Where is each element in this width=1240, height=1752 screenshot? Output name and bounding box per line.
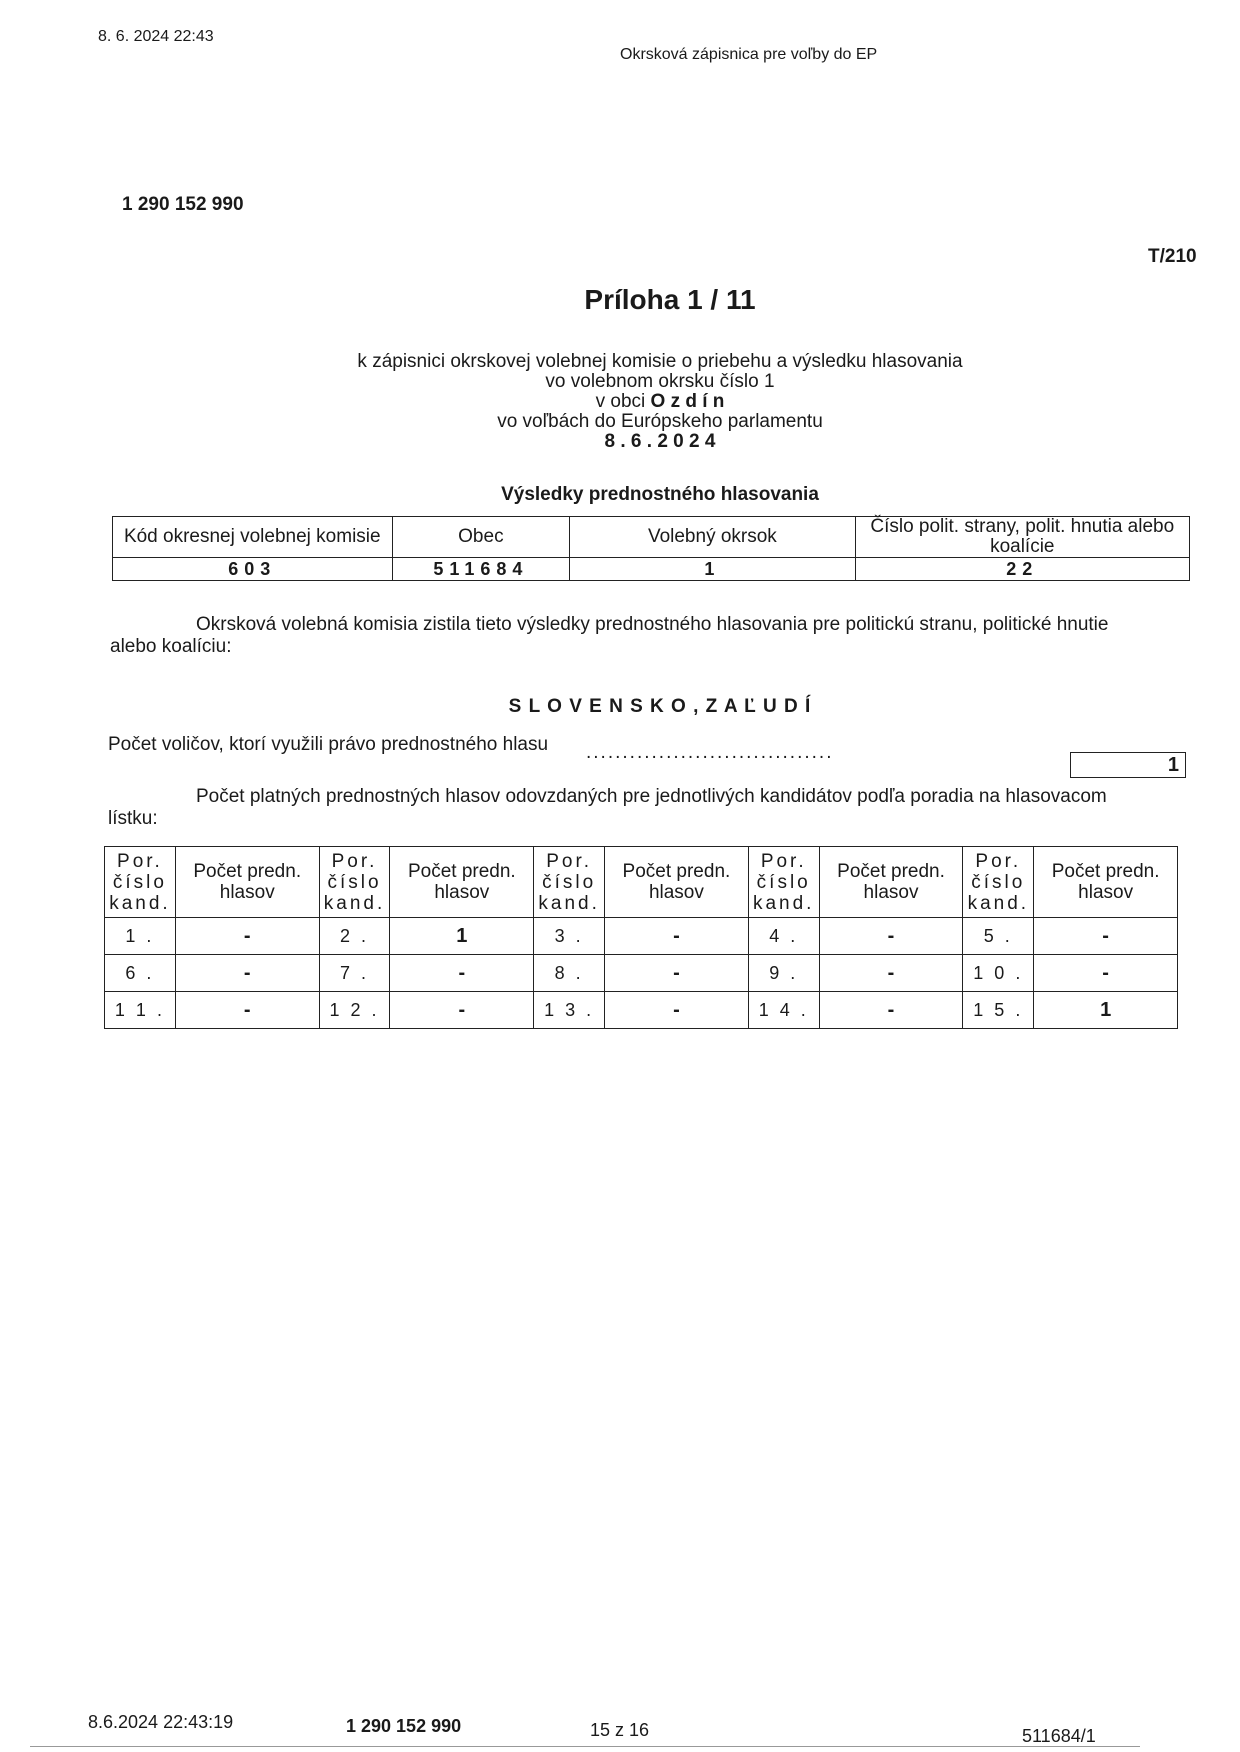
header-preferential-votes: Počet predn. hlasov	[819, 847, 963, 918]
candidate-votes: -	[175, 955, 319, 992]
candidate-votes: -	[390, 955, 534, 992]
candidate-number: 2 .	[319, 918, 390, 955]
candidate-number: 5 .	[963, 918, 1034, 955]
header-preferential-votes: Počet predn. hlasov	[605, 847, 749, 918]
candidate-number: 1 3 .	[534, 992, 605, 1029]
info-header-municipality: Obec	[392, 517, 570, 558]
footer-timestamp: 8.6.2024 22:43:19	[88, 1712, 234, 1732]
footer-code: 511684/1	[1022, 1726, 1096, 1746]
info-value-district: 1	[570, 558, 855, 581]
document-id: 1 290 152 990	[122, 194, 244, 215]
statement-line-2: alebo koalíciu:	[110, 636, 232, 657]
page-title: Príloha 1 / 11	[584, 284, 756, 315]
header-preferential-votes: Počet predn. hlasov	[175, 847, 319, 918]
statement-line-1: Okrsková volebná komisia zistila tieto výsledky prednostného hlasovania pre politickú stranu, politické hnutie	[196, 614, 1109, 635]
voters-dots: ..................................	[586, 742, 834, 763]
intro-line-4: vo voľbách do Európskeho parlamentu	[497, 411, 823, 432]
intro-line-1: k zápisnici okrskovej volebnej komisie o priebehu a výsledku hlasovania	[357, 351, 963, 372]
voters-value: 1	[1070, 752, 1186, 778]
voters-label: Počet voličov, ktorí využili právo prednostného hlasu	[108, 734, 549, 755]
intro-line-3: v obci O z d í n	[595, 391, 725, 412]
candidate-number: 1 1 .	[105, 992, 176, 1029]
candidate-votes: -	[819, 992, 963, 1029]
candidate-votes: -	[175, 918, 319, 955]
candidate-votes: -	[605, 955, 749, 992]
election-date: 8 . 6 . 2 0 2 4	[604, 431, 716, 452]
candidate-number: 1 4 .	[748, 992, 819, 1029]
valid-votes-line-1: Počet platných prednostných hlasov odovzdaných pre jednotlivých kandidátov podľa poradia na hlasovacom	[196, 786, 1107, 807]
info-table	[112, 516, 1190, 581]
print-timestamp: 8. 6. 2024 22:43	[98, 28, 214, 45]
candidate-number: 1 .	[105, 918, 176, 955]
candidate-votes: -	[390, 992, 534, 1029]
header-candidate-number: Por. číslo kand.	[748, 847, 819, 918]
footer-page: 15 z 16	[590, 1720, 650, 1740]
candidate-number: 4 .	[748, 918, 819, 955]
header-preferential-votes: Počet predn. hlasov	[1034, 847, 1178, 918]
info-header-party: Číslo polit. strany, polit. hnutia alebo koalície	[855, 517, 1189, 558]
footer-document-id: 1 290 152 990	[346, 1716, 462, 1736]
header-candidate-number: Por. číslo kand.	[963, 847, 1034, 918]
party-name: S L O V E N S K O , Z A Ľ U D Í	[508, 696, 812, 717]
header-candidate-number: Por. číslo kand.	[319, 847, 390, 918]
candidate-number: 1 5 .	[963, 992, 1034, 1029]
header-preferential-votes: Počet predn. hlasov	[390, 847, 534, 918]
info-header-commission: Kód okresnej volebnej komisie	[113, 517, 393, 558]
candidate-number: 7 .	[319, 955, 390, 992]
candidate-votes: 1	[1034, 992, 1178, 1029]
candidate-number: 8 .	[534, 955, 605, 992]
candidate-votes: -	[605, 918, 749, 955]
candidate-number: 1 2 .	[319, 992, 390, 1029]
candidate-number: 1 0 .	[963, 955, 1034, 992]
candidate-row	[105, 955, 1178, 992]
info-value-municipality: 511684	[392, 558, 570, 581]
candidate-row	[105, 918, 1178, 955]
section-title: Výsledky prednostného hlasovania	[501, 484, 819, 505]
header-candidate-number: Por. číslo kand.	[534, 847, 605, 918]
candidate-number: 9 .	[748, 955, 819, 992]
header-candidate-number: Por. číslo kand.	[105, 847, 176, 918]
candidate-votes: -	[819, 918, 963, 955]
valid-votes-line-2: lístku:	[108, 808, 158, 829]
candidate-votes: -	[819, 955, 963, 992]
footer-divider	[30, 1746, 1140, 1747]
candidate-table-header	[105, 847, 1178, 918]
candidate-row	[105, 992, 1178, 1029]
info-value-party: 22	[855, 558, 1189, 581]
candidate-number: 6 .	[105, 955, 176, 992]
info-header-district: Volebný okrsok	[570, 517, 855, 558]
info-value-commission: 603	[113, 558, 393, 581]
candidate-number: 3 .	[534, 918, 605, 955]
candidate-table	[104, 846, 1178, 1029]
print-header: Okrsková zápisnica pre voľby do EP	[620, 46, 878, 63]
candidate-votes: -	[1034, 918, 1178, 955]
candidate-votes: -	[175, 992, 319, 1029]
candidate-votes: 1	[390, 918, 534, 955]
intro-block	[0, 352, 1240, 452]
form-code: T/210	[1148, 246, 1197, 267]
candidate-votes: -	[605, 992, 749, 1029]
candidate-votes: -	[1034, 955, 1178, 992]
municipality: O z d í n	[650, 391, 725, 412]
intro-line-2: vo volebnom okrsku číslo 1	[545, 371, 775, 392]
